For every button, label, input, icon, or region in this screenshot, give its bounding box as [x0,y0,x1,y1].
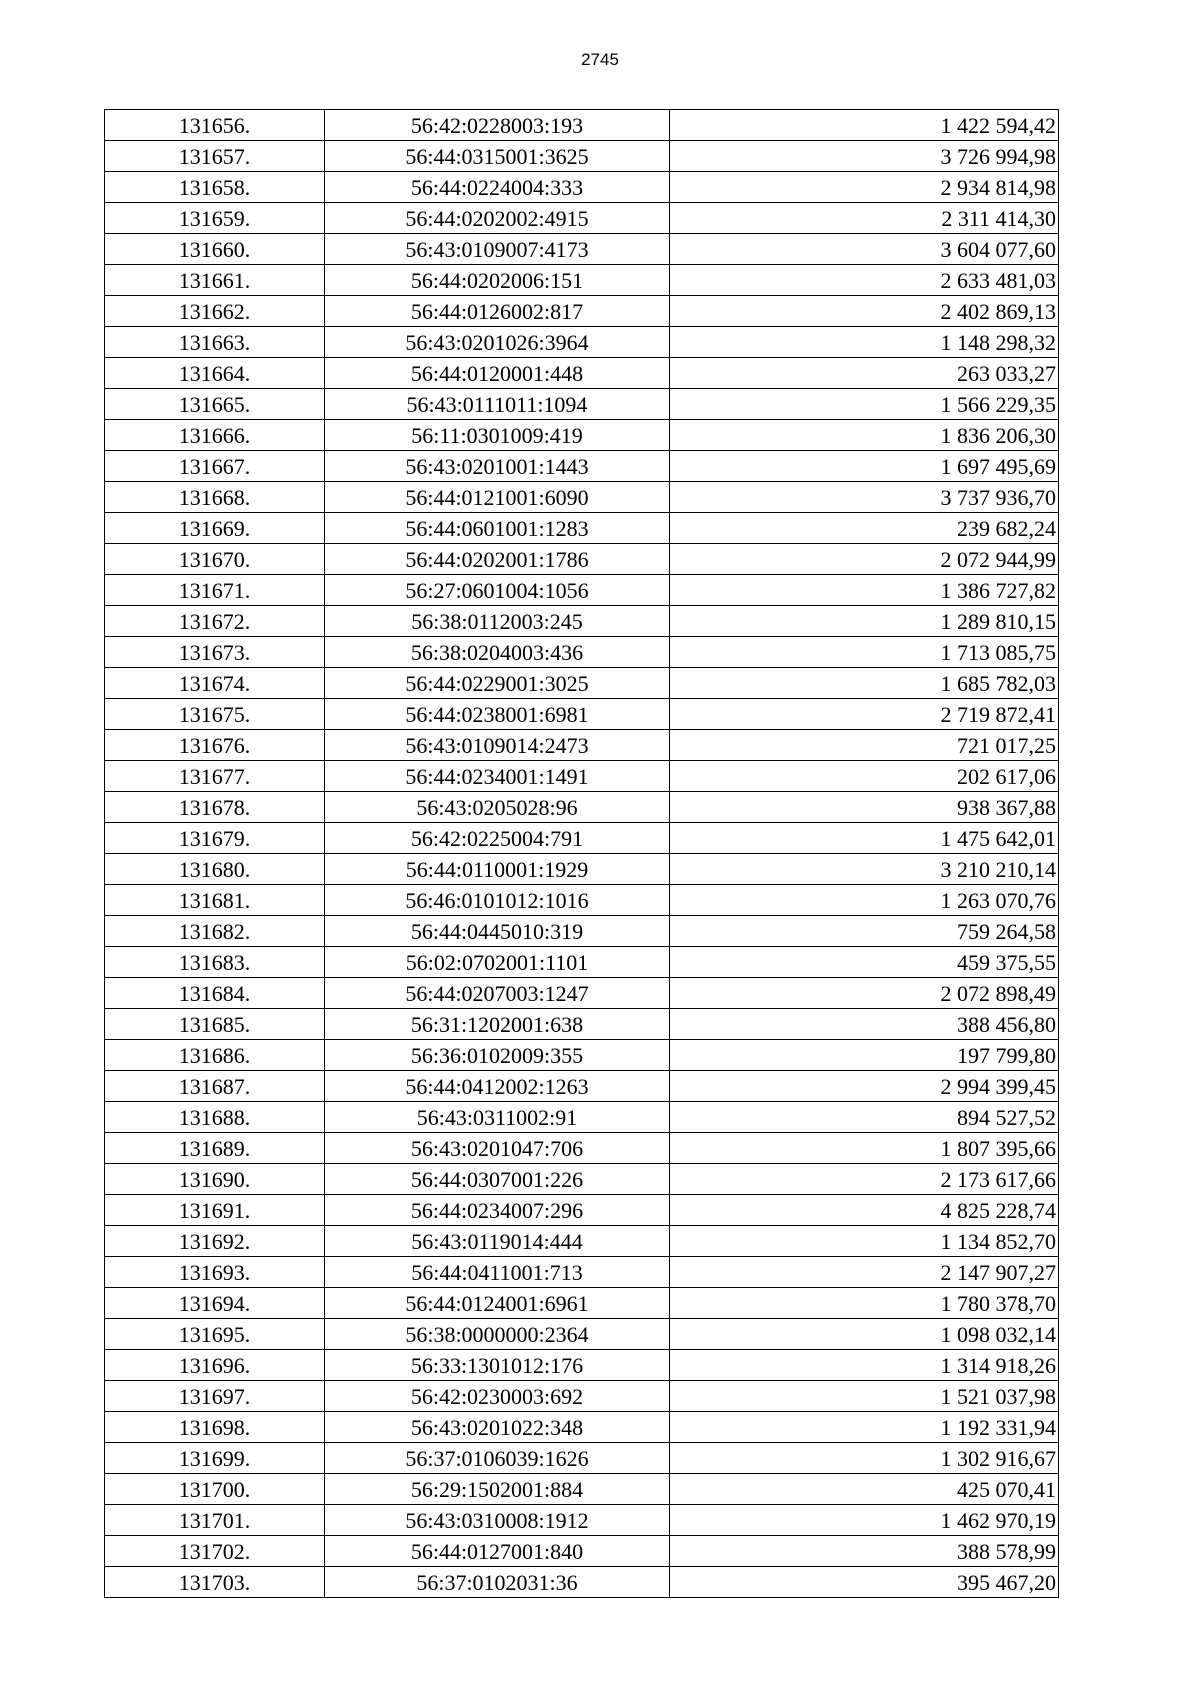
table-row [105,544,1059,575]
value-cell: 1 263 070,76 [670,885,1059,916]
row-number-cell: 131694. [105,1288,325,1319]
cadastral-number-cell: 56:44:0124001:6961 [325,1288,670,1319]
table-body [105,110,1059,1598]
table-row [105,730,1059,761]
value-cell: 1 289 810,15 [670,606,1059,637]
table-row [105,1009,1059,1040]
value-cell: 1 314 918,26 [670,1350,1059,1381]
table-row [105,916,1059,947]
cadastral-number-cell: 56:43:0201026:3964 [325,327,670,358]
cadastral-number-cell: 56:27:0601004:1056 [325,575,670,606]
cadastral-number-cell: 56:44:0601001:1283 [325,513,670,544]
table-row [105,172,1059,203]
cadastral-number-cell: 56:46:0101012:1016 [325,885,670,916]
cadastral-number-cell: 56:37:0102031:36 [325,1567,670,1598]
value-cell: 1 462 970,19 [670,1505,1059,1536]
table-row [105,1350,1059,1381]
value-cell: 1 713 085,75 [670,637,1059,668]
row-number-cell: 131685. [105,1009,325,1040]
value-cell: 1 148 298,32 [670,327,1059,358]
cadastral-number-cell: 56:38:0204003:436 [325,637,670,668]
cadastral-number-cell: 56:33:1301012:176 [325,1350,670,1381]
table-row [105,1071,1059,1102]
row-number-cell: 131678. [105,792,325,823]
row-number-cell: 131695. [105,1319,325,1350]
cadastral-number-cell: 56:43:0201022:348 [325,1412,670,1443]
value-cell: 1 685 782,03 [670,668,1059,699]
value-cell: 938 367,88 [670,792,1059,823]
cadastral-number-cell: 56:43:0201047:706 [325,1133,670,1164]
row-number-cell: 131686. [105,1040,325,1071]
value-cell: 1 302 916,67 [670,1443,1059,1474]
row-number-cell: 131671. [105,575,325,606]
row-number-cell: 131657. [105,141,325,172]
cadastral-number-cell: 56:43:0119014:444 [325,1226,670,1257]
table-row [105,1102,1059,1133]
cadastral-number-cell: 56:44:0234007:296 [325,1195,670,1226]
row-number-cell: 131691. [105,1195,325,1226]
table-row [105,389,1059,420]
table-row [105,203,1059,234]
table-row [105,358,1059,389]
value-cell: 2 311 414,30 [670,203,1059,234]
cadastral-number-cell: 56:43:0109014:2473 [325,730,670,761]
cadastral-number-cell: 56:02:0702001:1101 [325,947,670,978]
table-row [105,1381,1059,1412]
row-number-cell: 131673. [105,637,325,668]
cadastral-number-cell: 56:44:0315001:3625 [325,141,670,172]
cadastral-number-cell: 56:44:0445010:319 [325,916,670,947]
registry-table [104,109,1059,1598]
row-number-cell: 131682. [105,916,325,947]
cadastral-number-cell: 56:43:0111011:1094 [325,389,670,420]
cadastral-number-cell: 56:44:0202002:4915 [325,203,670,234]
table-row [105,668,1059,699]
cadastral-number-cell: 56:38:0000000:2364 [325,1319,670,1350]
cadastral-number-cell: 56:44:0207003:1247 [325,978,670,1009]
row-number-cell: 131675. [105,699,325,730]
value-cell: 3 604 077,60 [670,234,1059,265]
cadastral-number-cell: 56:11:0301009:419 [325,420,670,451]
value-cell: 1 098 032,14 [670,1319,1059,1350]
value-cell: 1 134 852,70 [670,1226,1059,1257]
row-number-cell: 131703. [105,1567,325,1598]
cadastral-number-cell: 56:43:0205028:96 [325,792,670,823]
table-row [105,1536,1059,1567]
table-row [105,823,1059,854]
row-number-cell: 131663. [105,327,325,358]
value-cell: 1 697 495,69 [670,451,1059,482]
row-number-cell: 131670. [105,544,325,575]
table-row [105,482,1059,513]
value-cell: 2 072 944,99 [670,544,1059,575]
row-number-cell: 131684. [105,978,325,1009]
table-row [105,947,1059,978]
table-row [105,265,1059,296]
cadastral-number-cell: 56:44:0110001:1929 [325,854,670,885]
row-number-cell: 131660. [105,234,325,265]
row-number-cell: 131672. [105,606,325,637]
value-cell: 1 422 594,42 [670,110,1059,141]
row-number-cell: 131679. [105,823,325,854]
value-cell: 1 521 037,98 [670,1381,1059,1412]
table-row [105,141,1059,172]
value-cell: 388 456,80 [670,1009,1059,1040]
row-number-cell: 131666. [105,420,325,451]
table-row [105,513,1059,544]
table-row [105,234,1059,265]
value-cell: 2 994 399,45 [670,1071,1059,1102]
value-cell: 2 934 814,98 [670,172,1059,203]
table-row [105,110,1059,141]
row-number-cell: 131681. [105,885,325,916]
row-number-cell: 131658. [105,172,325,203]
cadastral-number-cell: 56:43:0310008:1912 [325,1505,670,1536]
value-cell: 2 147 907,27 [670,1257,1059,1288]
value-cell: 894 527,52 [670,1102,1059,1133]
table-row [105,1474,1059,1505]
cadastral-number-cell: 56:44:0224004:333 [325,172,670,203]
table-row [105,1195,1059,1226]
value-cell: 1 386 727,82 [670,575,1059,606]
table-row [105,699,1059,730]
value-cell: 2 072 898,49 [670,978,1059,1009]
table-row [105,327,1059,358]
value-cell: 395 467,20 [670,1567,1059,1598]
cadastral-number-cell: 56:44:0411001:713 [325,1257,670,1288]
row-number-cell: 131687. [105,1071,325,1102]
cadastral-number-cell: 56:29:1502001:884 [325,1474,670,1505]
row-number-cell: 131680. [105,854,325,885]
table-row [105,761,1059,792]
cadastral-number-cell: 56:42:0230003:692 [325,1381,670,1412]
cadastral-number-cell: 56:44:0229001:3025 [325,668,670,699]
value-cell: 1 836 206,30 [670,420,1059,451]
table-row [105,1412,1059,1443]
table-row [105,1040,1059,1071]
row-number-cell: 131692. [105,1226,325,1257]
row-number-cell: 131693. [105,1257,325,1288]
cadastral-number-cell: 56:44:0412002:1263 [325,1071,670,1102]
cadastral-number-cell: 56:42:0228003:193 [325,110,670,141]
table-row [105,854,1059,885]
table-row [105,978,1059,1009]
value-cell: 3 726 994,98 [670,141,1059,172]
value-cell: 202 617,06 [670,761,1059,792]
value-cell: 1 566 229,35 [670,389,1059,420]
table-row [105,1319,1059,1350]
cadastral-number-cell: 56:31:1202001:638 [325,1009,670,1040]
page-number: 2745 [581,50,619,69]
cadastral-number-cell: 56:42:0225004:791 [325,823,670,854]
value-cell: 2 633 481,03 [670,265,1059,296]
value-cell: 2 173 617,66 [670,1164,1059,1195]
row-number-cell: 131661. [105,265,325,296]
cadastral-number-cell: 56:43:0201001:1443 [325,451,670,482]
value-cell: 759 264,58 [670,916,1059,947]
row-number-cell: 131677. [105,761,325,792]
table-row [105,451,1059,482]
table-row [105,296,1059,327]
row-number-cell: 131702. [105,1536,325,1567]
value-cell: 388 578,99 [670,1536,1059,1567]
table-row [105,1133,1059,1164]
value-cell: 197 799,80 [670,1040,1059,1071]
row-number-cell: 131699. [105,1443,325,1474]
table-row [105,792,1059,823]
table-row [105,637,1059,668]
cadastral-number-cell: 56:43:0311002:91 [325,1102,670,1133]
cadastral-number-cell: 56:43:0109007:4173 [325,234,670,265]
row-number-cell: 131667. [105,451,325,482]
value-cell: 1 807 395,66 [670,1133,1059,1164]
table-row [105,885,1059,916]
cadastral-number-cell: 56:44:0307001:226 [325,1164,670,1195]
table-row [105,1505,1059,1536]
cadastral-number-cell: 56:36:0102009:355 [325,1040,670,1071]
row-number-cell: 131656. [105,110,325,141]
cadastral-number-cell: 56:44:0126002:817 [325,296,670,327]
cadastral-number-cell: 56:44:0127001:840 [325,1536,670,1567]
value-cell: 1 780 378,70 [670,1288,1059,1319]
table-row [105,1226,1059,1257]
row-number-cell: 131700. [105,1474,325,1505]
row-number-cell: 131683. [105,947,325,978]
value-cell: 721 017,25 [670,730,1059,761]
row-number-cell: 131668. [105,482,325,513]
row-number-cell: 131659. [105,203,325,234]
cadastral-number-cell: 56:44:0121001:6090 [325,482,670,513]
row-number-cell: 131688. [105,1102,325,1133]
value-cell: 3 737 936,70 [670,482,1059,513]
value-cell: 2 719 872,41 [670,699,1059,730]
row-number-cell: 131696. [105,1350,325,1381]
row-number-cell: 131664. [105,358,325,389]
cadastral-number-cell: 56:44:0120001:448 [325,358,670,389]
value-cell: 4 825 228,74 [670,1195,1059,1226]
table-row [105,1257,1059,1288]
row-number-cell: 131676. [105,730,325,761]
value-cell: 425 070,41 [670,1474,1059,1505]
value-cell: 239 682,24 [670,513,1059,544]
cadastral-number-cell: 56:38:0112003:245 [325,606,670,637]
table-row [105,1164,1059,1195]
value-cell: 3 210 210,14 [670,854,1059,885]
value-cell: 459 375,55 [670,947,1059,978]
row-number-cell: 131701. [105,1505,325,1536]
cadastral-number-cell: 56:44:0202001:1786 [325,544,670,575]
cadastral-number-cell: 56:44:0238001:6981 [325,699,670,730]
cadastral-number-cell: 56:44:0202006:151 [325,265,670,296]
row-number-cell: 131662. [105,296,325,327]
cadastral-number-cell: 56:37:0106039:1626 [325,1443,670,1474]
row-number-cell: 131669. [105,513,325,544]
table-row [105,420,1059,451]
row-number-cell: 131690. [105,1164,325,1195]
table-row [105,575,1059,606]
cadastral-number-cell: 56:44:0234001:1491 [325,761,670,792]
value-cell: 263 033,27 [670,358,1059,389]
row-number-cell: 131697. [105,1381,325,1412]
table-row [105,1443,1059,1474]
row-number-cell: 131665. [105,389,325,420]
value-cell: 1 475 642,01 [670,823,1059,854]
value-cell: 2 402 869,13 [670,296,1059,327]
table-row [105,606,1059,637]
value-cell: 1 192 331,94 [670,1412,1059,1443]
table-row [105,1288,1059,1319]
row-number-cell: 131698. [105,1412,325,1443]
row-number-cell: 131674. [105,668,325,699]
table-row [105,1567,1059,1598]
row-number-cell: 131689. [105,1133,325,1164]
